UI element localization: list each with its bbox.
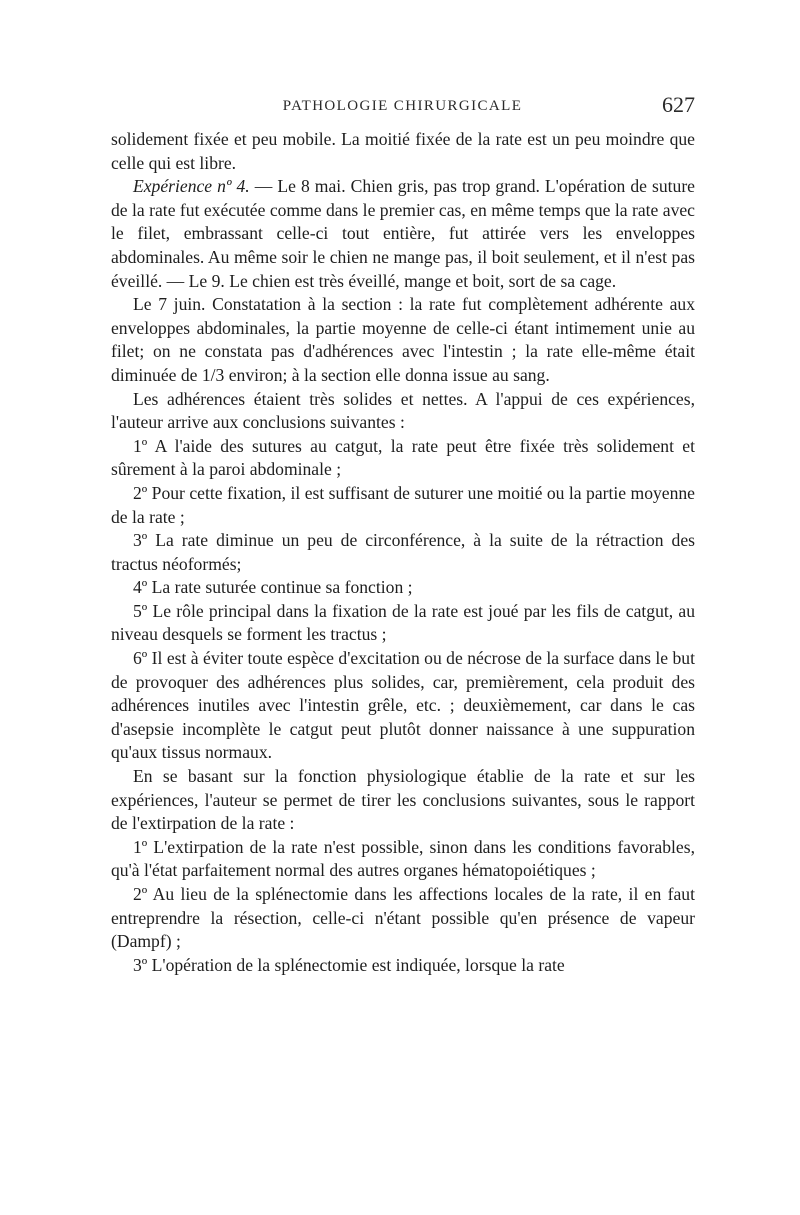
extirpation-item: 3º L'opération de la splénectomie est indiquée, lorsque la rate [133,954,565,975]
paragraph-experiment-4 [111,175,695,293]
paragraph: Le 7 juin. Constatation à la section : la rate fut complètement adhérente aux enveloppes abdominales, la partie moyenne de celle-ci étant intimement unie au filet; on ne constata pas d'adhérences avec l'intestin ; la rate elle-même était diminuée de 1/3 environ; à la section elle donna issue au sang. [111,294,695,385]
conclusion-item: 5º Le rôle principal dans la fixation de la rate est joué par les fils de catgut, au niveau desquels se forment les tractus ; [111,600,695,645]
experiment-text: — Le 8 mai. Chien gris, pas trop grand. L'opération de suture de la rate fut exécutée comme dans le premier cas, en même temps que la rate avec le filet, embrassant celle-ci tout entière, fut attirée vers les enveloppes abdominales. Au même soir le chien ne mange pas, il boit seulement, et il n'est pas éveillé. — Le 9. Le chien est très éveillé, mange et boit, sort de sa cage. [111,176,695,291]
page-number: 627 [662,92,695,117]
body-text [111,128,695,977]
extirpation-item: 2º Au lieu de la splénectomie dans les affections locales de la rate, il en faut entreprendre la résection, celle-ci n'étant possible qu'en présence de vapeur (Dampf) ; [111,884,695,952]
paragraph: Les adhérences étaient très solides et nettes. A l'appui de ces expériences, l'auteur arrive aux conclusions suivantes : [111,388,695,433]
conclusion-item: 1º A l'aide des sutures au catgut, la rate peut être fixée très solidement et sûrement à la paroi abdominale ; [111,435,695,480]
conclusion-item: 2º Pour cette fixation, il est suffisant de suturer une moitié ou la partie moyenne de la rate ; [111,482,695,527]
conclusion-item: 4º La rate suturée continue sa fonction ; [133,577,413,598]
extirpation-item: 1º L'extirpation de la rate n'est possible, sinon dans les conditions favorables, qu'à l'état parfaitement normal des autres organes hématopoiétiques ; [111,836,695,881]
experiment-label: Expérience nº 4. [133,176,250,197]
paragraph-continuation: solidement fixée et peu mobile. La moitié fixée de la rate est un peu moindre que celle qui est libre. [111,129,695,173]
page-header [110,92,695,122]
paragraph: En se basant sur la fonction physiologique établie de la rate et sur les expériences, l'auteur se permet de tirer les conclusions suivantes, sous le rapport de l'extirpation de la rate : [111,766,695,834]
conclusion-item: 6º Il est à éviter toute espèce d'excitation ou de nécrose de la surface dans le but de provoquer des adhérences plus solides, car, premièrement, cela produit des adhérences inutiles avec l'intestin grêle, etc. ; deuxièmement, car dans le cas d'asepsie incomplète le catgut peut plutôt donner naissance à une suppuration qu'aux tissus normaux. [111,648,695,763]
running-head: PATHOLOGIE CHIRURGICALE [282,98,523,114]
conclusion-item: 3º La rate diminue un peu de circonférence, à la suite de la rétraction des tractus néoformés; [111,530,695,574]
